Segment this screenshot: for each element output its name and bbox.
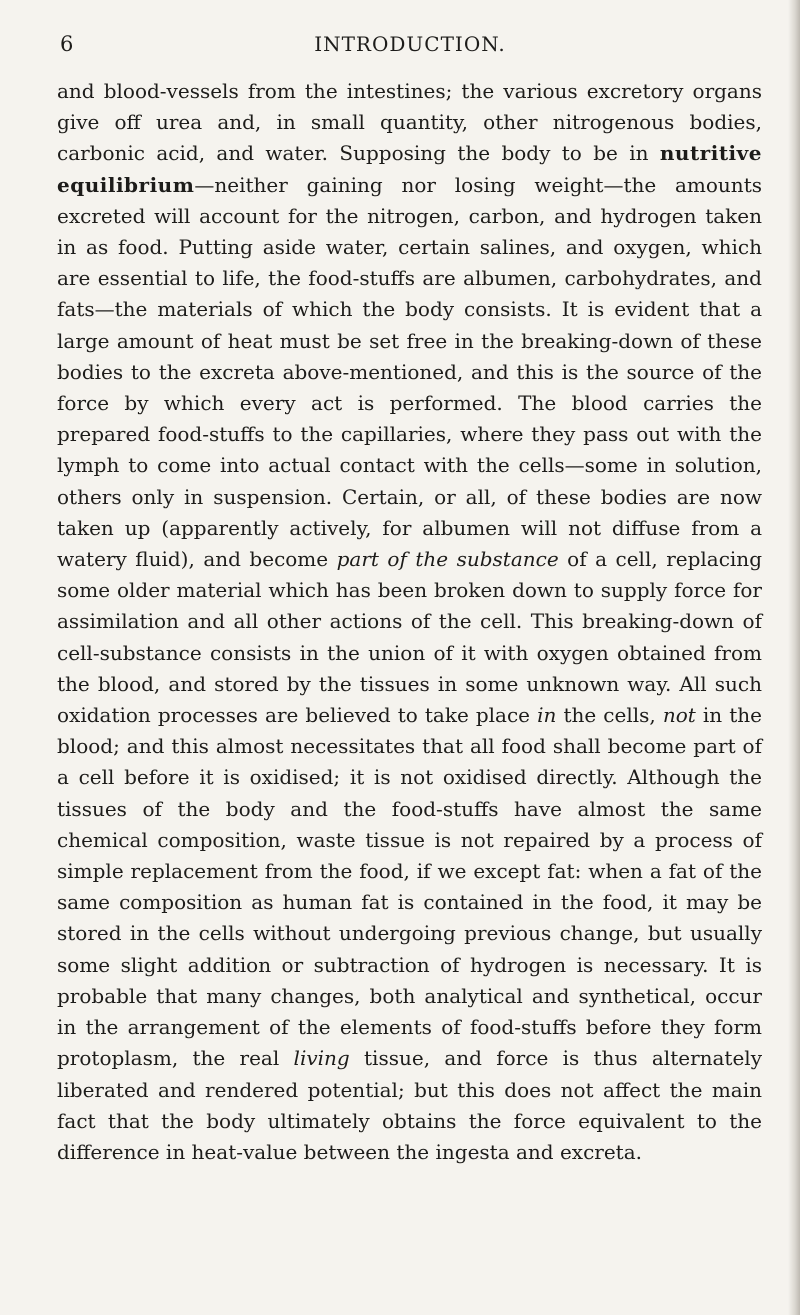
text-run: of a cell, replacing some older material which has been broken down to supply force for assimilation and all other actions of the cell. This breaking-down of cell-substance consists in the union of it with oxygen obtained from the blood, and stored by the tissues in some unknown way. All such oxidation processes are believed to take place: [57, 547, 762, 728]
italic-word: living: [293, 1046, 350, 1071]
running-head: INTRODUCTION.: [314, 32, 506, 56]
page-edge-shadow: [788, 0, 800, 1315]
italic-phrase: part of the substance: [336, 547, 559, 572]
bold-term: nutritive equilibrium: [57, 141, 762, 197]
body-text: [57, 76, 762, 1168]
paragraph: [57, 76, 762, 1168]
text-run: —neither gaining nor losing weight—the amounts excreted will account for the nitrogen, carbon, and hydrogen taken in as food. Putting aside water, certain salines, and oxygen, which are essential to life, the food-stuffs are albumen, carbohydrates, and fats—the materials of which the body consists. It is evident that a large amount of heat must be set free in the breaking-down of these bodies to the excreta above-mentioned, and this is the source of the force by which every act is performed. The blood carries the prepared food-stuffs to the capillaries, where they pass out with the lymph to come into actual contact with the cells—some in solution, others only in suspension. Certain, or all, of these bodies are now taken up (apparently actively, for albumen will not diffuse from a watery fluid), and become: [57, 172, 762, 572]
text-run: the cells,: [556, 703, 663, 728]
text-run: in the blood; and this almost necessitates that all food shall become part of a cell before it is oxidised; it is not oxidised directly. Although the tissues of the body and the food-stuffs have almost the same chemical composition, waste tissue is not repaired by a process of simple replacement from the food, if we except fat: when a fat of the same composition as human fat is contained in the food, it may be stored in the cells without undergoing previous change, but usually some slight addition or subtraction of hydrogen is necessary. It is probable that many changes, both analytical and synthetical, occur in the arrangement of the elements of food-stuffs before they form protoplasm, the real: [57, 703, 763, 1071]
page-number: 6: [60, 32, 74, 56]
italic-word: in: [537, 703, 557, 728]
text-run: tissue, and force is thus alternately liberated and rendered potential; but this does not affect the main fact that the body ultimately obtains the force equivalent to the difference in heat-value between the ingesta and excreta.: [57, 1046, 763, 1164]
italic-word: not: [662, 703, 696, 728]
page-header: [60, 32, 760, 62]
text-run: and blood-vessels from the intestines; the various excretory organs give off urea and, in small quantity, other nitrogenous bodies, carbonic acid, and water. Supposing the body to be in: [57, 79, 762, 166]
